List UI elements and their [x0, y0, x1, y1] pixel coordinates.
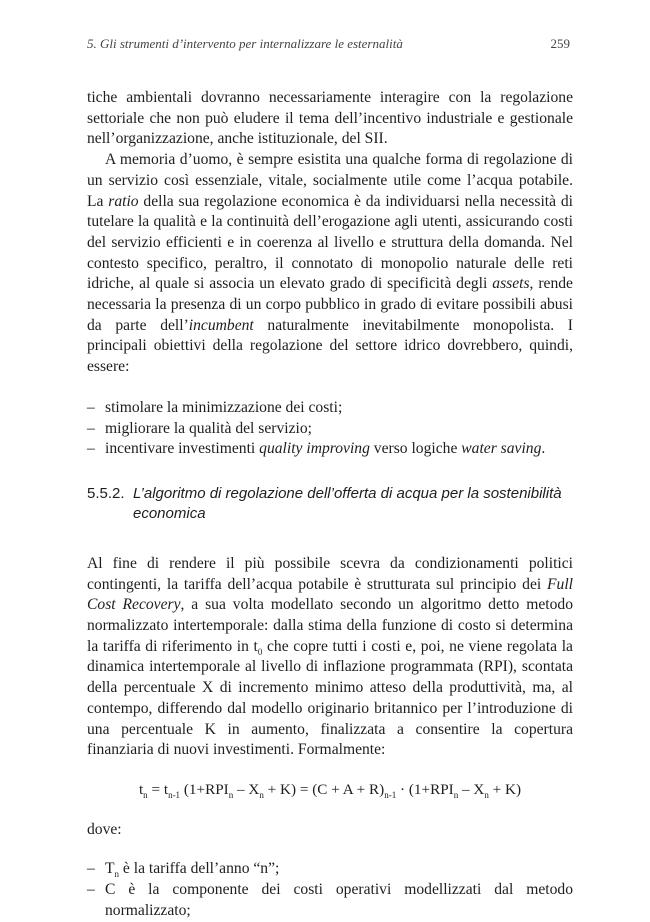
- paragraph: [87, 150, 573, 378]
- italic-term: assets: [492, 275, 530, 293]
- formula-text: – X: [458, 780, 485, 798]
- text-run: che copre tutti i costi e, poi, ne viene regolata la dinamica intertemporale al livello di inflazione programmata (RPI), scontata della percentuale X di incremento minimo atteso della produttività, ma, al contempo, differendo dal modello originario britannico per l’introduzione di una percentuale K in aumento, finalizzata a consentire la copertura finanziaria di nuovi investimenti. Formalmente:: [87, 637, 573, 759]
- text-run: incentivare investimenti: [105, 440, 260, 458]
- text-run: , a sua volta modellato secondo un algoritmo detto metodo normalizzato intertemporale: dalla stima della funzione di costo si determina la tariffa di riferimento in t: [87, 596, 573, 655]
- paragraph: [87, 554, 573, 761]
- list-item: [87, 859, 573, 880]
- section-number: 5.5.2.: [87, 484, 125, 502]
- formula-text: (1+RPI: [180, 780, 229, 798]
- italic-term: Full Cost Recovery: [87, 575, 573, 614]
- text-run: è la tariffa dell’anno “n”;: [119, 860, 280, 878]
- text-run: della sua regolazione economica è da individuarsi nella necessità di tutelare la qualità e la continuità dell’erogazione agli utenti, assicurando costi del servizio efficienti e in coerenza al livello e struttura della domanda. Nel contesto specifico, peraltro, il connotato di monopolio naturale delle reti idriche, al quale si associa un elevato grado di specificità degli: [87, 192, 573, 293]
- tariff-formula: [87, 780, 573, 801]
- body-text: [87, 88, 573, 922]
- paragraph: tiche ambientali dovranno necessariamente interagire con la regolazione settoriale che non può eludere il tema dell’incentivo industriale e gestionale nell’organizzazione, anche istituzionale, del SII.: [87, 89, 573, 148]
- text-run: , rende necessaria la presenza di un corpo pubblico in grado di evitare possibili abusi da parte dell’: [87, 275, 573, 334]
- subscript: 0: [257, 646, 263, 657]
- list-item: – stimolare la minimizzazione dei costi;: [87, 398, 573, 419]
- text-run: T: [105, 860, 115, 878]
- section-title: L’algoritmo di regolazione dell’offerta di acqua per la sostenibilità economica: [133, 484, 562, 522]
- text-run: .: [541, 440, 546, 458]
- subscript: n-1: [168, 790, 181, 801]
- list-item: – migliorare la qualità del servizio;: [87, 419, 573, 440]
- list-item: [87, 439, 573, 460]
- italic-term: water saving: [461, 440, 542, 458]
- formula-text: = t: [147, 780, 169, 798]
- subscript: n-1: [384, 790, 397, 801]
- formula-text: + K): [488, 780, 522, 798]
- italic-term: ratio: [108, 192, 139, 210]
- italic-term: quality improving: [259, 440, 370, 458]
- subscript: n: [114, 869, 120, 880]
- text-run: A memoria d’uomo, è sempre esistita una qualche forma di regolazione di un servizio così essenziale, vitale, socialmente utile come l’acqua potabile. La: [87, 151, 573, 210]
- subscript: n: [484, 790, 489, 801]
- paragraph: dove:: [87, 820, 122, 838]
- subscript: n: [259, 790, 264, 801]
- text-run: verso logiche: [369, 440, 462, 458]
- text-run: naturalmente inevitabilmente monopolista. I principali obiettivi della regolazione del settore idrico dovrebbero, quindi, essere:: [87, 316, 573, 376]
- subscript: n: [143, 790, 148, 801]
- section-heading: [87, 484, 573, 524]
- chapter-title: 5. Gli strumenti d’intervento per internalizzare le esternalità: [87, 36, 403, 51]
- formula-text: · (1+RPI: [396, 780, 454, 798]
- subscript: n: [228, 790, 234, 801]
- list-item: – C è la componente dei costi operativi modellizzati dal metodo normalizzato;: [87, 880, 573, 921]
- running-head: [87, 36, 570, 52]
- formula-text: + K) = (C + A + R): [263, 780, 385, 798]
- page-number: 259: [550, 36, 570, 51]
- objectives-list: [87, 398, 573, 460]
- text-run: Al fine di rendere il più possibile scevra da condizionamenti politici contingenti, la tariffa dell’acqua potabile è strutturata sul principio dei: [87, 554, 573, 593]
- subscript: n: [453, 790, 459, 801]
- definitions-list: [87, 859, 573, 921]
- italic-term: incumbent: [188, 316, 254, 334]
- formula-symbol: t: [138, 780, 144, 798]
- formula-text: – X: [233, 780, 260, 798]
